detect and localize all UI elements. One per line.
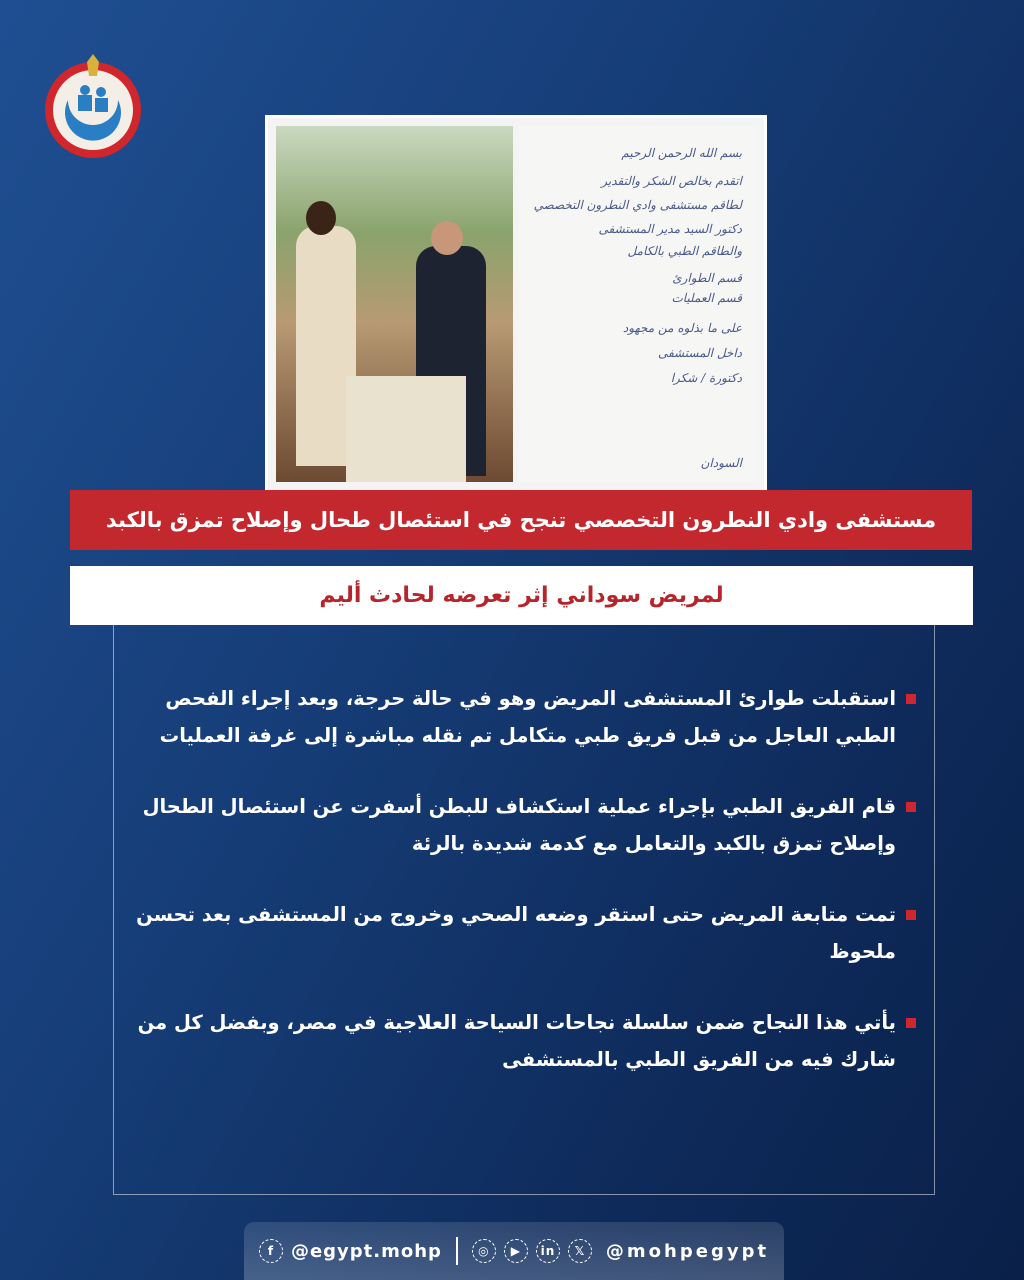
list-item bbox=[136, 788, 916, 862]
subheadline-banner: لمريض سوداني إثر تعرضه لحادث أليم bbox=[70, 566, 973, 625]
bullet-square-icon bbox=[906, 1018, 916, 1028]
letter-line: والطاقم الطبي بالكامل bbox=[627, 244, 742, 258]
social-footer bbox=[244, 1222, 784, 1280]
list-item bbox=[136, 1004, 916, 1078]
bullet-text: استقبلت طوارئ المستشفى المريض وهو في حالة حرجة، وبعد إجراء الفحص الطبي العاجل من قبل فريق طبي متكامل تم نقله مباشرة إلى غرفة العمليات bbox=[159, 687, 896, 747]
bullet-square-icon bbox=[906, 802, 916, 812]
bullet-text: تمت متابعة المريض حتى استقر وضعه الصحي وخروج من المستشفى بعد تحسن ملحوظ bbox=[136, 903, 896, 963]
letter-line: داخل المستشفى bbox=[657, 346, 742, 360]
instagram-icon[interactable]: ◎ bbox=[472, 1239, 496, 1263]
ministry-logo bbox=[38, 40, 148, 160]
divider bbox=[456, 1237, 458, 1265]
handwritten-letter bbox=[519, 126, 756, 482]
photo-collage bbox=[265, 115, 767, 493]
bullet-text: يأتي هذا النجاح ضمن سلسلة نجاحات السياحة العلاجية في مصر، وبفضل كل من شارك فيه من الفريق الطبي بالمستشفى bbox=[137, 1011, 896, 1071]
list-item bbox=[136, 680, 916, 754]
letter-line: دكتور السيد مدير المستشفى bbox=[598, 222, 742, 236]
x-icon[interactable]: 𝕏 bbox=[568, 1239, 592, 1263]
letter-line: بسم الله الرحمن الرحيم bbox=[621, 146, 742, 160]
bullet-square-icon bbox=[906, 694, 916, 704]
letter-line: السودان bbox=[700, 456, 742, 470]
list-item bbox=[136, 896, 916, 970]
letter-line: دكتورة / شكرا bbox=[670, 371, 742, 385]
facebook-icon[interactable]: f bbox=[259, 1239, 283, 1263]
social-handle[interactable]: @mohpegypt bbox=[605, 1240, 770, 1262]
letter-line: قسم العمليات bbox=[671, 291, 742, 305]
letter-line: على ما بذلوه من مجهود bbox=[622, 321, 742, 335]
handshake-photo bbox=[276, 126, 513, 482]
linkedin-icon[interactable]: in bbox=[536, 1239, 560, 1263]
letter-line: قسم الطوارئ bbox=[672, 271, 742, 285]
bullet-text: قام الفريق الطبي بإجراء عملية استكشاف للبطن أسفرت عن استئصال الطحال وإصلاح تمزق بالكبد والتعامل مع كدمة شديدة بالرئة bbox=[142, 795, 896, 855]
facebook-handle[interactable]: @egypt.mohp bbox=[290, 1240, 442, 1262]
letter-line: لطاقم مستشفى وادي النطرون التخصصي bbox=[533, 198, 742, 212]
bullet-square-icon bbox=[906, 910, 916, 920]
youtube-icon[interactable]: ▶ bbox=[504, 1239, 528, 1263]
letter-line: اتقدم بخالص الشكر والتقدير bbox=[601, 174, 742, 188]
headline-banner: مستشفى وادي النطرون التخصصي تنجح في استئصال طحال وإصلاح تمزق بالكبد bbox=[70, 490, 972, 550]
bullet-list bbox=[136, 680, 916, 1112]
